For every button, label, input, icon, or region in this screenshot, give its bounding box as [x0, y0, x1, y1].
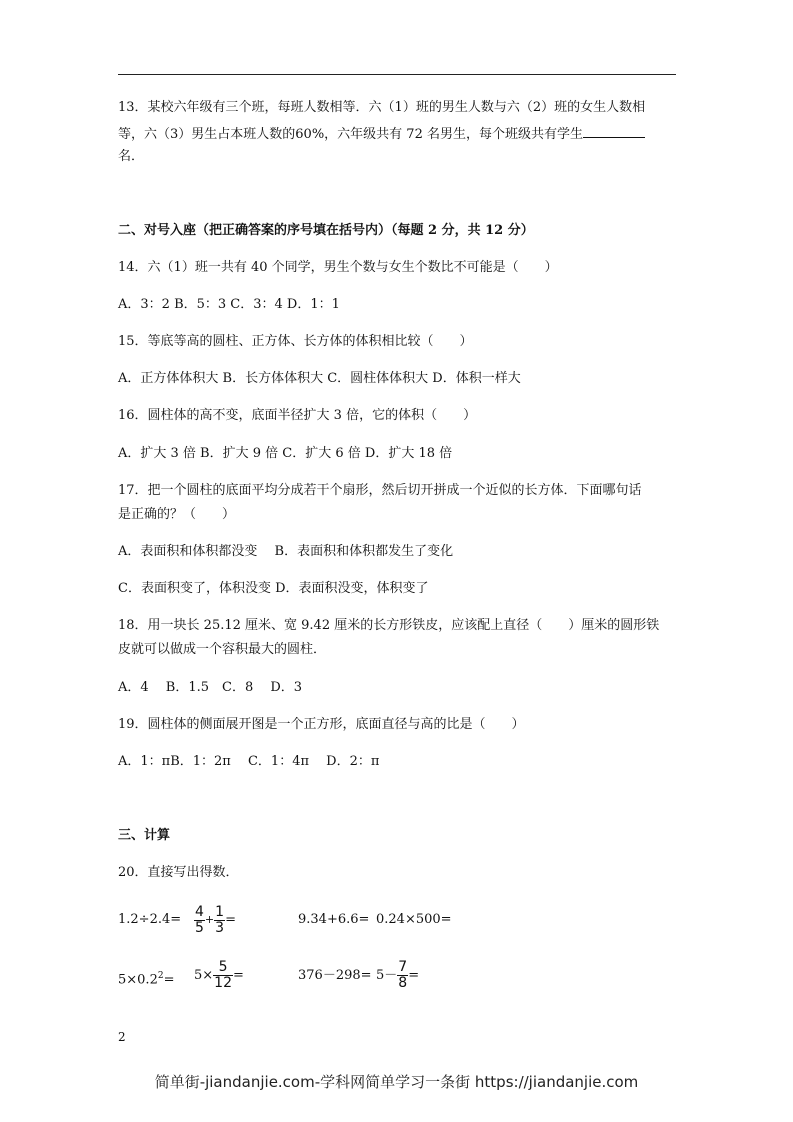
q13-line1: 13．某校六年级有三个班，每班人数相等．六（1）班的男生人数与六（2）班的女生人数相	[118, 100, 646, 115]
page-number: 2	[118, 1030, 126, 1044]
q16-stem: 16．圆柱体的高不变，底面半径扩大 3 倍，它的体积（ ）	[118, 408, 477, 423]
q19-stem: 19．圆柱体的侧面展开图是一个正方形，底面直径与高的比是（ ）	[118, 717, 525, 732]
calc-expr-7: 376－298=	[298, 968, 372, 983]
q13-line2-text: 等，六（3）男生占本班人数的60%，六年级共有 72 名男生，每个班级共有学生	[118, 127, 583, 142]
calc-expr-8: 5－ $\frac{7}{8}$ =	[376, 959, 420, 991]
q17-stem-line2: 是正确的？（ ）	[118, 507, 236, 522]
calc-expr-5: $5\times 0.2^2=$	[118, 971, 175, 988]
q13-line2	[118, 125, 645, 144]
q13-answer-blank	[583, 125, 645, 138]
q18-options: A．4 B．1.5 C．8 D．3	[118, 680, 303, 695]
calc-expr-2: $\frac{4}{5}$ + $\frac{1}{3}$ =	[195, 903, 236, 936]
q13-line3: 名．	[118, 149, 145, 164]
q18-stem-line1: 18．用一块长 25.12 厘米、宽 9.42 厘米的长方形铁皮，应该配上直径（ ）厘米的圆形铁	[118, 618, 660, 633]
calc-expr-4: 0.24×500=	[376, 912, 452, 927]
q15-stem: 15．等底等高的圆柱、正方体、长方体的体积相比较（ ）	[118, 334, 473, 349]
q18-stem-line2: 皮就可以做成一个容积最大的圆柱．	[118, 642, 327, 657]
q17-stem-line1: 17．把一个圆柱的底面平均分成若干个扇形，然后切开拼成一个近似的长方体．下面哪句话	[118, 483, 642, 498]
q17-options-line2: C．表面积变了，体积没变 D．表面积没变，体积变了	[118, 581, 429, 596]
calc-expr-6: 5× $\frac{5}{12}$ =	[194, 959, 244, 991]
fraction-1-3: $\frac{1}{3}$	[215, 903, 225, 936]
q17-options-line1: A．表面积和体积都没变 B．表面积和体积都发生了变化	[118, 544, 454, 559]
fraction-7-8: $\frac{7}{8}$	[398, 959, 408, 991]
q14-stem: 14．六（1）班一共有 40 个同学，男生个数与女生个数比不可能是（ ）	[118, 260, 558, 275]
calc-expr-3: 9.34+6.6=	[298, 912, 370, 927]
fraction-4-5: $\frac{4}{5}$	[195, 903, 204, 936]
q14-options: A．3：2 B．5：3 C．3：4 D．1：1	[118, 297, 340, 312]
q19-options: A．1：πB．1：2π C．1：4π D．2：π	[118, 754, 380, 769]
header-rule	[118, 74, 676, 75]
fraction-5-12: $\frac{5}{12}$	[214, 959, 232, 991]
calc-expr-1: 1.2÷2.4=	[118, 912, 182, 927]
q16-options: A．扩大 3 倍 B．扩大 9 倍 C．扩大 6 倍 D．扩大 18 倍	[118, 446, 453, 461]
section2-title: 二、对号入座（把正确答案的序号填在括号内）（每题 2 分，共 12 分）	[118, 223, 534, 238]
section3-title: 三、计算	[118, 828, 171, 843]
q20-stem: 20．直接写出得数．	[118, 865, 239, 880]
footer-watermark: 简单街-jiandanjie.com-学科网简单学习一条街 https://jiandanjie.com	[154, 1073, 639, 1091]
q15-options: A．正方体体积大 B．长方体体积大 C．圆柱体体积大 D．体积一样大	[118, 371, 521, 386]
